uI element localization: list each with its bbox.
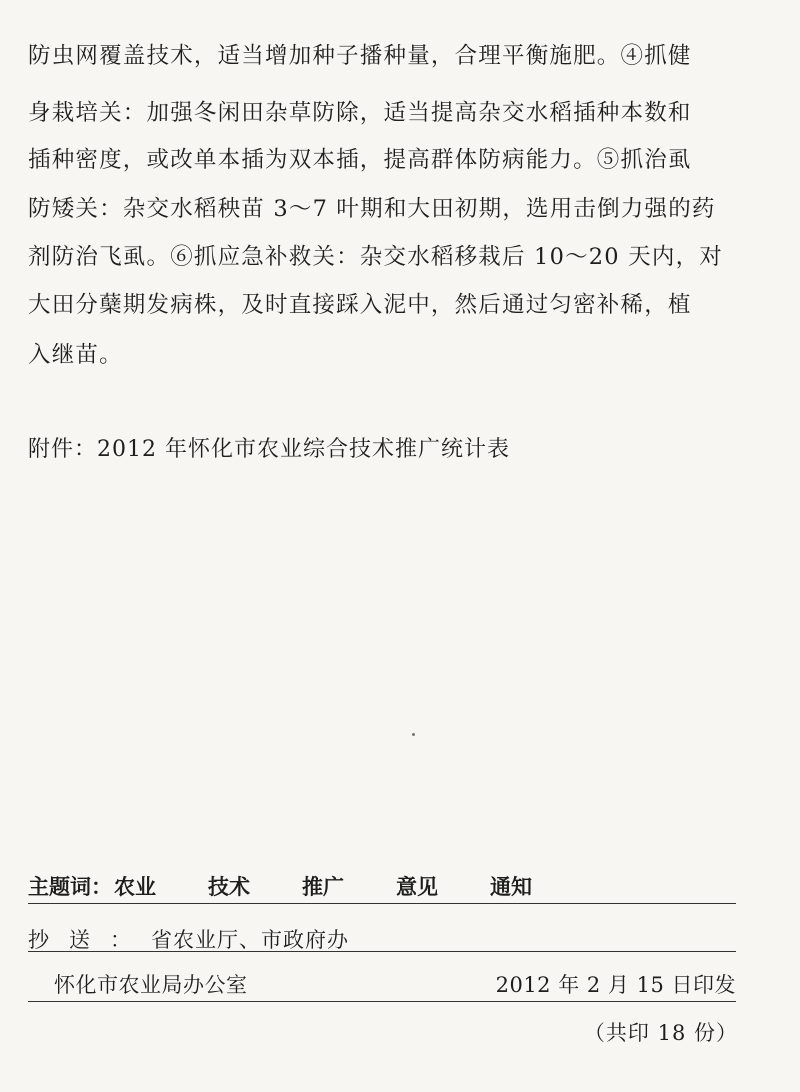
attachment-line: 附件：2012 年怀化市农业综合技术推广统计表 <box>28 437 510 462</box>
footer-rule <box>28 1001 736 1002</box>
issue-date: 2012 年 2 月 15 日印发 <box>495 973 736 997</box>
cc-recipients: 省农业厅、市政府办 <box>151 928 349 952</box>
body-line: 防矮关：杂交水稻秧苗 3～7 叶期和大田初期，选用击倒力强的药 <box>28 196 716 222</box>
keyword-item: 推广 <box>302 875 344 899</box>
body-line: 入继苗。 <box>28 342 123 368</box>
issuer-row <box>28 970 736 1000</box>
keywords-label: 主题词： <box>28 875 112 899</box>
body-line: 身栽培关：加强冬闲田杂草防除，适当提高杂交水稻插种本数和 <box>28 100 692 126</box>
body-line: 插种密度，或改单本插为双本插，提高群体防病能力。⑤抓治虱 <box>28 147 692 173</box>
footer-rule <box>28 951 736 952</box>
keyword-item: 农业 <box>114 875 156 899</box>
copies-count: （共印 18 份） <box>583 1021 738 1045</box>
keyword-item: 意见 <box>396 875 438 899</box>
body-line: 大田分蘖期发病株，及时直接踩入泥中，然后通过匀密补稀，植 <box>28 292 692 318</box>
body-line: 防虫网覆盖技术，适当增加种子播种量，合理平衡施肥。④抓健 <box>28 43 692 69</box>
keyword-item: 技术 <box>208 875 250 899</box>
cc-label: 抄送： <box>28 928 151 952</box>
issuing-office: 怀化市农业局办公室 <box>54 973 248 997</box>
keyword-item: 通知 <box>490 875 532 899</box>
body-line: 剂防治飞虱。⑥抓应急补救关：杂交水稻移栽后 10～20 天内，对 <box>28 244 723 270</box>
scan-speck <box>412 733 415 736</box>
subject-keywords <box>28 872 736 902</box>
footer-rule <box>28 903 736 904</box>
